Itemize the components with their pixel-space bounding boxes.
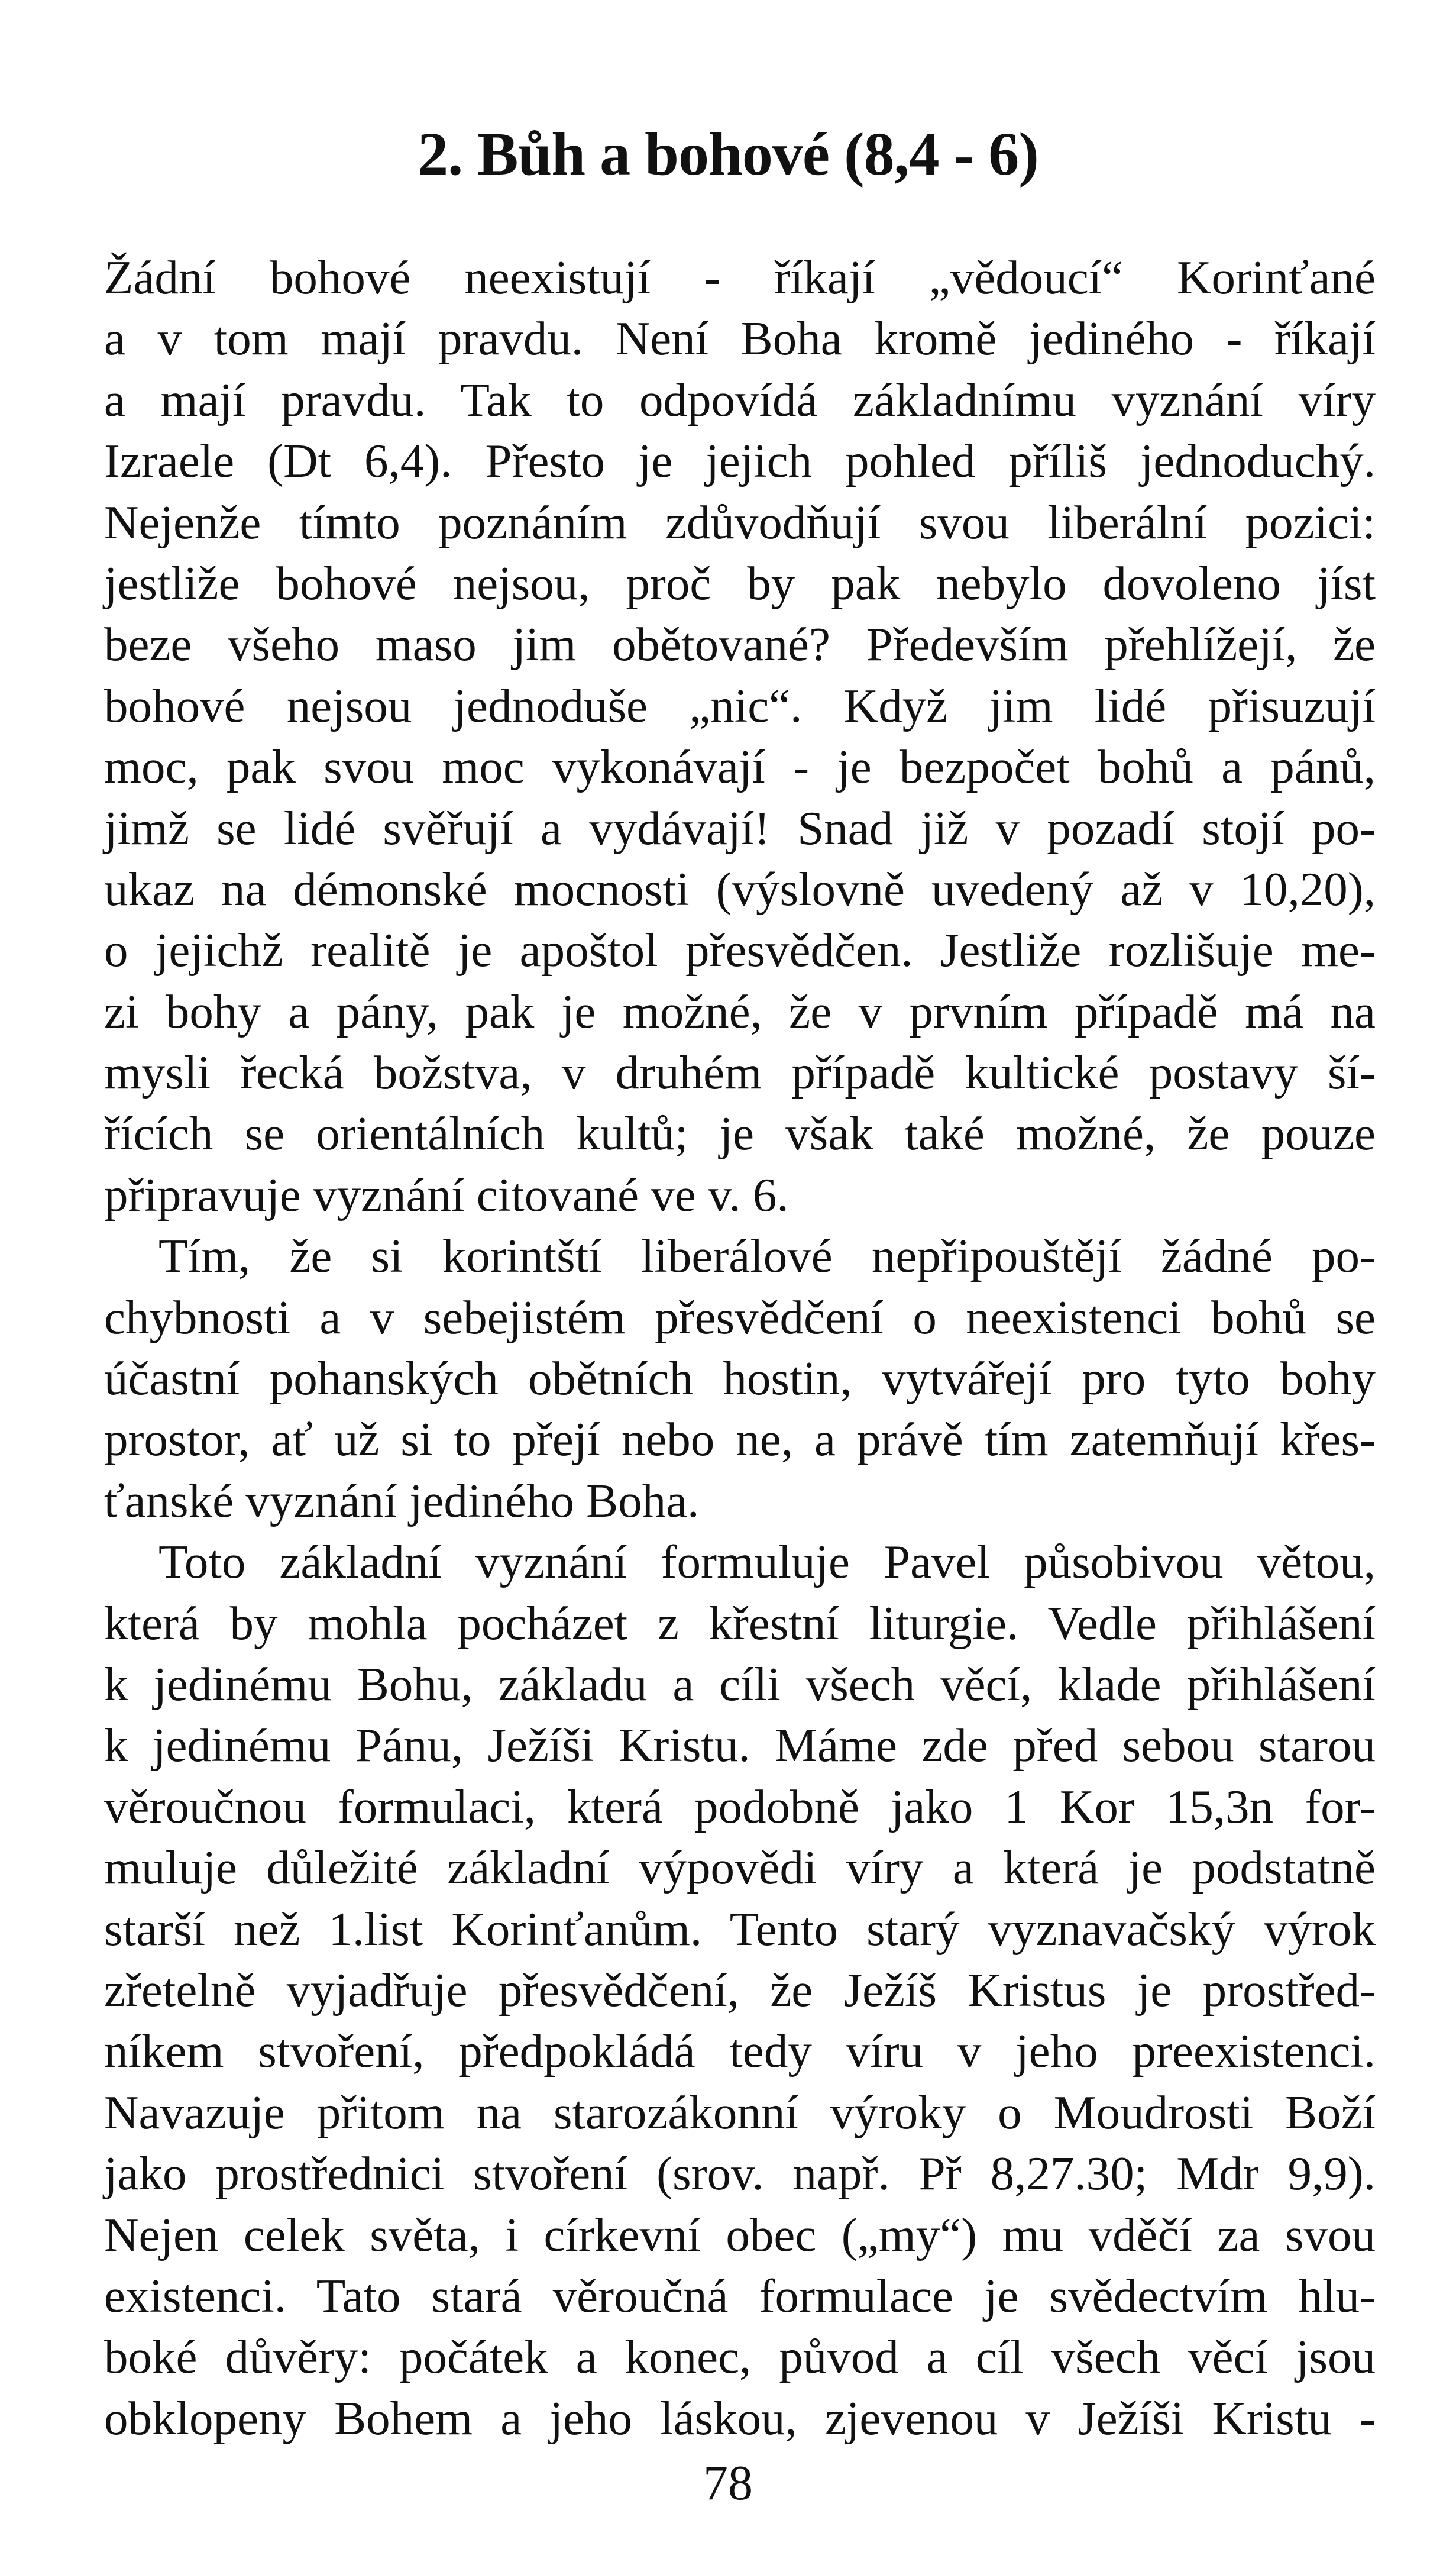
text-line: zi bohy a pány, pak je možné, že v prvním případě má na [104,984,1376,1038]
section-heading: 2. Bůh a bohové (8,4 - 6) [418,120,1038,188]
text-line: k jedinému Pánu, Ježíši Kristu. Máme zde před sebou starou [104,1718,1376,1772]
text-line: mysli řecká božstva, v druhém případě kultické postavy ší- [104,1046,1376,1100]
text-line: a mají pravdu. Tak to odpovídá základnímu vyznání víry [104,373,1376,427]
text-line: která by mohla pocházet z křestní liturgie. Vedle přihlášení [104,1596,1376,1650]
text-line: o jejichž realitě je apoštol přesvědčen. Jestliže rozlišuje me- [104,923,1376,977]
text-line: účastní pohanských obětních hostin, vytvářejí pro tyto bohy [104,1352,1376,1406]
text-line: jestliže bohové nejsou, proč by pak nebylo dovoleno jíst [104,556,1376,610]
text-line: jako prostřednici stvoření (srov. např. Př 8,27.30; Mdr 9,9). [104,2147,1376,2201]
text-line: řících se orientálních kultů; je však také možné, že pouze [104,1107,1376,1161]
text-line: a v tom mají pravdu. Není Boha kromě jediného - říkají [104,312,1376,366]
text-line: muluje důležité základní výpovědi víry a která je podstatně [104,1841,1376,1895]
text-line: prostor, ať už si to přejí nebo ne, a právě tím zatemňují křes- [104,1413,1376,1466]
text-line: Nejenže tímto poznáním zdůvodňují svou liberální pozici: [104,495,1376,549]
text-line: Nejen celek světa, i církevní obec („my“) mu vděčí za svou [104,2208,1376,2261]
text-line: připravuje vyznání citované ve v. 6. [104,1168,789,1222]
text-line: boké důvěry: počátek a konec, původ a cíl všech věcí jsou [104,2330,1376,2384]
text-line: chybnosti a v sebejistém přesvědčení o neexistenci bohů se [104,1290,1376,1344]
text-line: obklopeny Bohem a jeho láskou, zjevenou v Ježíši Kristu - [104,2391,1376,2445]
text-line: existenci. Tato stará věroučná formulace je svědectvím hlu- [104,2269,1376,2322]
text-line: jimž se lidé svěřují a vydávají! Snad již v pozadí stojí po- [104,801,1376,855]
body-text [104,247,1376,2449]
text-line: beze všeho maso jim obětované? Především přehlížejí, že [104,618,1376,671]
text-line: zřetelně vyjadřuje přesvědčení, že Ježíš Kristus je prostřed- [104,1963,1376,2017]
text-line: starší než 1.list Korinťanům. Tento starý vyznavačský výrok [104,1902,1376,1956]
text-line: ťanské vyznání jediného Boha. [104,1474,700,1527]
text-line: Tím, že si korintští liberálové nepřipouštějí žádné po- [158,1229,1376,1283]
text-line: bohové nejsou jednoduše „nic“. Když jim lidé přisuzují [104,679,1376,732]
text-line: k jedinému Bohu, základu a cíli všech věcí, klade přihlášení [104,1657,1376,1711]
text-line: Žádní bohové neexistují - říkají „vědoucí“ Korinťané [104,251,1376,304]
text-line: ukaz na démonské mocnosti (výslovně uvedený až v 10,20), [104,862,1376,916]
page-number: 78 [703,2456,753,2511]
text-line: níkem stvoření, předpokládá tedy víru v jeho preexistenci. [104,2024,1376,2078]
text-line: Navazuje přitom na starozákonní výroky o Moudrosti Boží [104,2085,1376,2139]
text-line: Toto základní vyznání formuluje Pavel působivou větou, [158,1535,1376,1589]
text-line: věroučnou formulaci, která podobně jako 1 Kor 15,3n for- [104,1779,1376,1833]
text-line: moc, pak svou moc vykonávají - je bezpočet bohů a pánů, [104,740,1376,794]
text-line: Izraele (Dt 6,4). Přesto je jejich pohled příliš jednoduchý. [104,434,1376,488]
